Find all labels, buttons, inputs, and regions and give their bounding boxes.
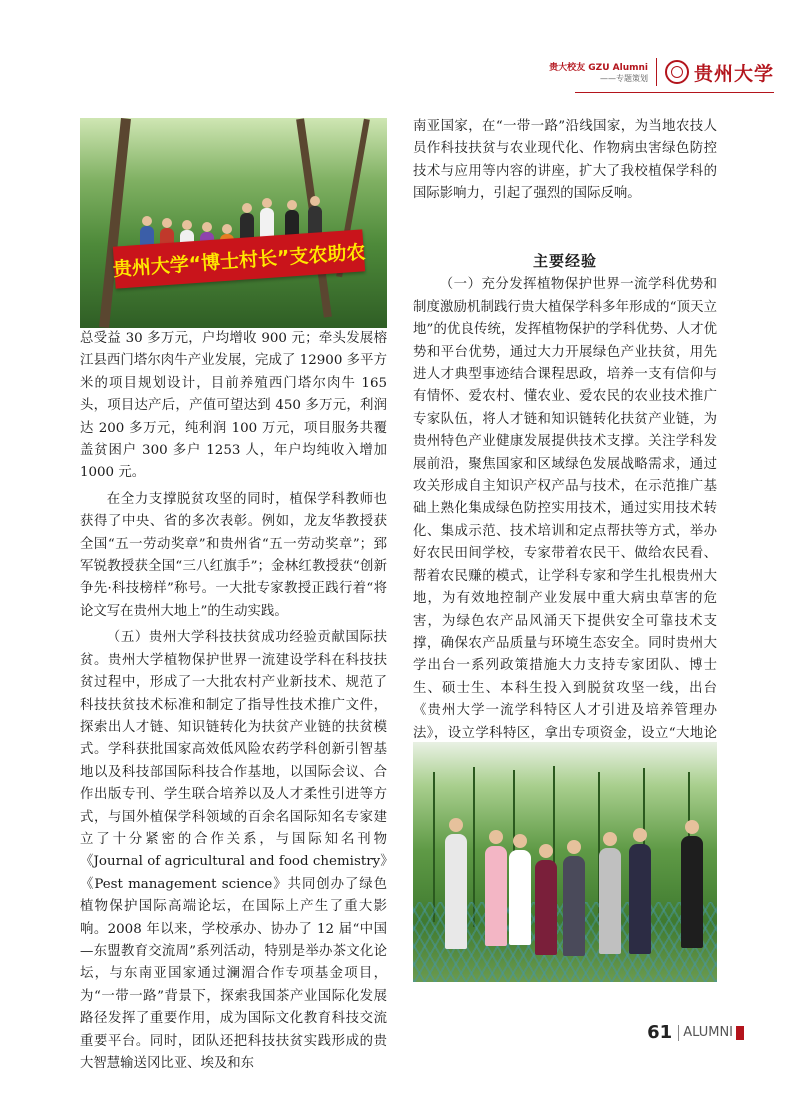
banner-text: 贵州大学“博士村长”支农助农 — [112, 240, 367, 281]
page-number: 61 — [647, 1022, 673, 1043]
page-footer — [647, 1022, 744, 1043]
column-name: ——专题策划 — [599, 74, 648, 83]
right-paragraph-1: （一）充分发挥植物保护世界一流学科优势和制度激励机制践行贵大植保学科多年形成的“顶天立地”的优良传统，发挥植物保护的学科优势、人才优势和平台优势，通过大力开展绿色产业扶贫，用先进人才典型事迹结合课程思政，培养一支有信仰与有情怀、爱农村、懂农业、爱农民的农业技术推广专家队伍，将人才链和知识链转化扶贫产业链，为贵州特色产业健康发展提供技术支撑。关注学科发展前沿，聚焦国家和区域绿色发展战略需求，通过攻关形成自主知识产权产品与技术，在示范推广基础上熟化集成绿色防控实用技术，通过实用技术转化、集成示范、技术培训和定点帮扶等方式，举办好农民田间学校，专家带着农民干、做给农民看、帮着农民赚的模式，让学科专家和学生扎根贵州大地，为有效地控制产业发展中重大病虫草害的危害，为绿色农产品风涌天下提供安全可靠技术支撑，确保农产品质量与环境生态安全。同时贵州大学出台一系列政策措施大力支持专家团队、博士生、硕士生、本科生投入到脱贫攻坚一线，出台《贵州大学一流学科特区人才引进及培养管理办法》，设立学科特区，拿出专项资金，设立“大地论 — [413, 277, 717, 741]
right-column-main — [413, 250, 717, 790]
left-paragraph-1: 总受益 30 多万元，户均增收 900 元；牵头发展榕江县西门塔尔肉牛产业发展，完成了 12900 多平方米的项目规划设计，目前养殖西门塔尔肉牛 165 头，项目达产后，产值可望达到 450 多万元，利润达 200 多万元，纯利润 100 万元，项目服务共覆盖贫困户 300 多户 1253 人，年户均纯收入增加 1000 元。 — [80, 331, 387, 481]
footer-section-label: ALUMNI — [683, 1025, 733, 1040]
right-paragraph-0: 南亚国家，在“一带一路”沿线国家，为当地农技人员作科技扶贫与农业现代化、作物病虫害绿色防控技术与应用等内容的讲座，扩大了我校植保学科的国际影响力，引起了强烈的国际反响。 — [413, 119, 717, 202]
page-header — [549, 58, 774, 86]
header-rule — [575, 92, 774, 93]
section-title: 主要经验 — [532, 252, 597, 270]
magazine-brand — [549, 60, 648, 84]
university-seal-icon — [665, 60, 689, 84]
university-logo-text: 贵州大学 — [693, 62, 774, 85]
photo-group-banner — [80, 118, 387, 328]
magazine-name: 贵大校友 GZU Alumni — [549, 63, 648, 73]
footer-divider — [678, 1025, 679, 1041]
left-column — [80, 328, 387, 1075]
footer-color-block — [736, 1026, 744, 1040]
left-paragraph-3: （五）贵州大学科技扶贫成功经验贡献国际扶贫。贵州大学植物保护世界一流建设学科在科技扶贫过程中，形成了一大批农村产业新技术、规范了科技扶贫技术标准和制定了指导性技术推广文件，探索出人才链、知识链转化为扶贫产业链的扶贫模式。学科获批国家高效低风险农药学科创新引智基地以及科技部国际科技合作基地，以国际会议、合作出版专刊、学生联合培养以及人才柔性引进等方式，与国外植保学科领域的百余名国际知名专家建立了十分紧密的合作关系，与国际知名刊物《Journal of agricultural and food chemistry》《Pest management science》共同创办了绿色植物保护国际高端论坛，在国际上产生了重大影响。2008 年以来，学校承办、协办了 12 届“中国—东盟教育交流周”系列活动，特别是举办茶文化论坛，与东南亚国家通过澜湄合作专项基金项目，为“一带一路”背景下，探索我国茶产业国际化发展路径发挥了重要作用，成为国际文化教育科技交流重要平台。同时，团队还把科技扶贫实践形成的贵大智慧输送冈比亚、埃及和东 — [80, 630, 387, 1071]
photo-field-group — [413, 742, 717, 982]
header-divider — [656, 58, 657, 86]
right-column-top — [413, 116, 717, 206]
left-paragraph-2: 在全力支撑脱贫攻坚的同时，植保学科教师也获得了中央、省的多次表彰。例如，龙友华教授获全国“五一劳动奖章”和贵州省“五一劳动奖章”；郅军锐教授获全国“三八红旗手”；金林红教授获“创新争先·科技榜样”称号。一大批专家教授正践行着“将论文写在贵州大地上”的生动实践。 — [80, 491, 387, 619]
